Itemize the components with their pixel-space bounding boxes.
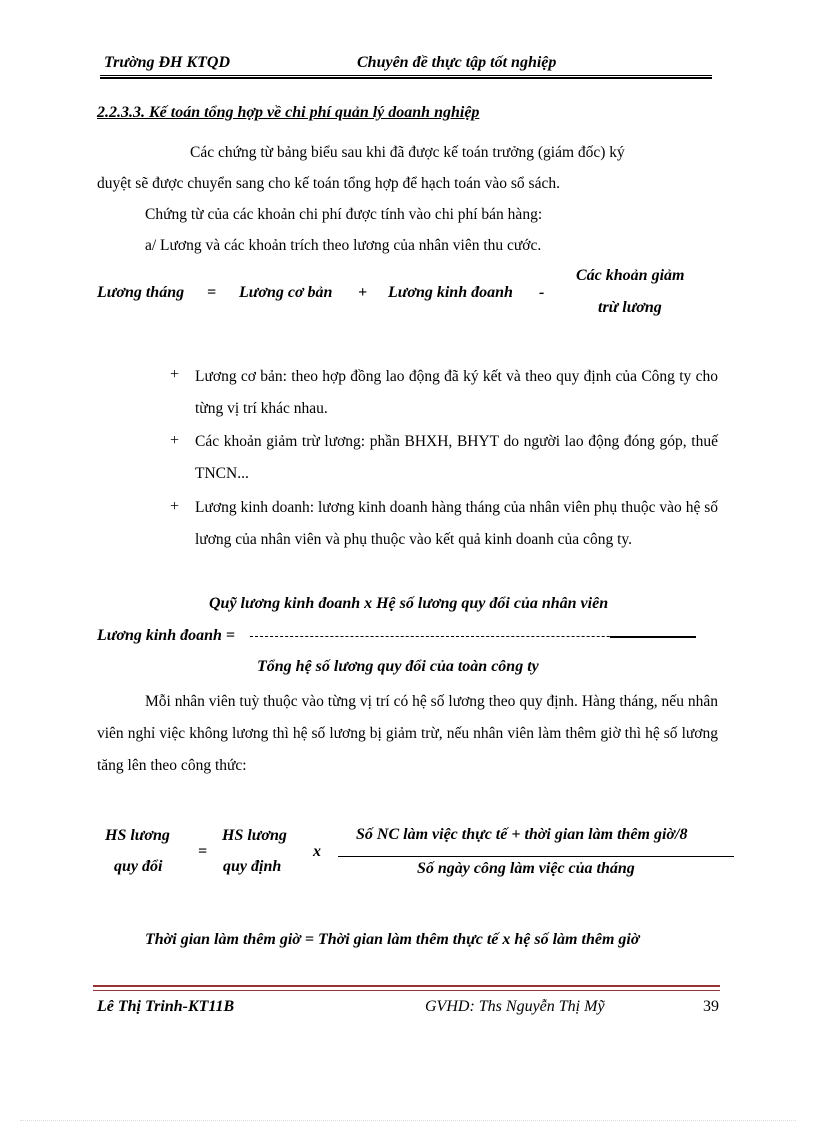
bullet-2-text: Các khoản giảm trừ lương: phần BHXH, BHYT do người lao động đóng góp, thuế TNCN...: [195, 433, 718, 482]
formula2-lhs: Lương kinh đoanh =: [97, 627, 235, 644]
formula4: Thời gian làm thêm giờ = Thời gian làm thêm thực tế x hệ số làm thêm giờ: [145, 931, 640, 948]
page-edge: [20, 1120, 796, 1121]
paragraph-3: a/ Lương và các khoản trích theo lương của nhân viên thu cước.: [145, 237, 542, 254]
footer-rule-thick: [93, 985, 720, 987]
bullet-2-mark: +: [170, 432, 180, 449]
header-rule-thick: [100, 77, 712, 79]
formula1-minus: -: [539, 284, 545, 301]
formula2-numerator: Quỹ lương kinh đoanh x Hệ số lương quy đổi của nhân viên: [209, 595, 609, 612]
bullet-3-mark: +: [170, 498, 180, 515]
formula1-plus: +: [358, 284, 368, 301]
formula2-fraction-bar-dashed: [250, 636, 670, 637]
header-doc-title: Chuyên đề thực tập tốt nghiệp: [357, 54, 557, 71]
formula2-denominator: Tổng hệ số lương quy đổi của toàn công ty: [257, 658, 539, 675]
paragraph-overtime: Mỗi nhân viên tuỳ thuộc vào từng vị trí có hệ số lương theo quy định. Hàng tháng, nếu nhân viên nghỉ việc không lương thì hệ số lương bị giảm trừ, nếu nhân viên làm thêm giờ thì hệ số lương tăng lên theo công thức:: [97, 693, 718, 774]
formula3-mid-line1: HS lương: [222, 827, 287, 844]
paragraph-1-line-1: Các chứng từ bảng biểu sau khi đã được kế toán trưởng (giám đốc) ký: [190, 144, 625, 161]
formula1-term3-line2: trừ lương: [598, 299, 662, 316]
bullet-1-text: Lương cơ bản: theo hợp đồng lao động đã ký kết và theo quy định của Công ty cho từng vị trí khác nhau.: [195, 368, 718, 417]
formula3-fraction-bar: [338, 856, 734, 857]
formula3-lhs-line2: quy đổi: [114, 858, 163, 875]
formula3-mid-line2: quy định: [223, 858, 282, 875]
formula2-fraction-bar-solid: [610, 636, 696, 638]
formula3-equals: =: [198, 843, 208, 860]
bullet-3-text: Lương kinh doanh: lương kinh doanh hàng tháng của nhân viên phụ thuộc vào hệ số lương của nhân viên và phụ thuộc vào kết quả kinh doanh của công ty.: [195, 499, 718, 548]
formula1-term1: Lương cơ bản: [239, 284, 333, 301]
footer-advisor: GVHD: Ths Nguyễn Thị Mỹ: [425, 998, 605, 1015]
bullet-1-mark: +: [170, 366, 180, 383]
formula1-lhs: Lương tháng: [97, 284, 185, 301]
formula1-equals: =: [207, 284, 217, 301]
header-school: Trường ĐH KTQD: [104, 54, 231, 71]
formula3-lhs-line1: HS lương: [105, 827, 170, 844]
formula1-term3-line1: Các khoản giảm: [576, 267, 685, 284]
formula3-numerator: Số NC làm việc thực tế + thời gian làm thêm giờ/8: [356, 826, 688, 843]
footer-rule-thin: [93, 990, 720, 991]
section-heading: 2.2.3.3. Kế toán tổng hợp về chi phí quản lý doanh nghiệp: [97, 104, 480, 121]
formula1-term2: Lương kinh đoanh: [388, 284, 513, 301]
formula3-times: x: [313, 843, 321, 860]
formula3-denominator: Số ngày công làm việc của tháng: [417, 860, 635, 877]
paragraph-2: Chứng từ của các khoản chi phí được tính vào chi phí bán hàng:: [145, 206, 543, 223]
paragraph-1-line-2: duyệt sẽ được chuyển sang cho kế toán tổng hợp để hạch toán vào sổ sách.: [97, 175, 560, 192]
header-rule-thin: [100, 75, 712, 76]
footer-author: Lê Thị Trinh-KT11B: [97, 998, 235, 1015]
page-number: 39: [703, 998, 719, 1015]
